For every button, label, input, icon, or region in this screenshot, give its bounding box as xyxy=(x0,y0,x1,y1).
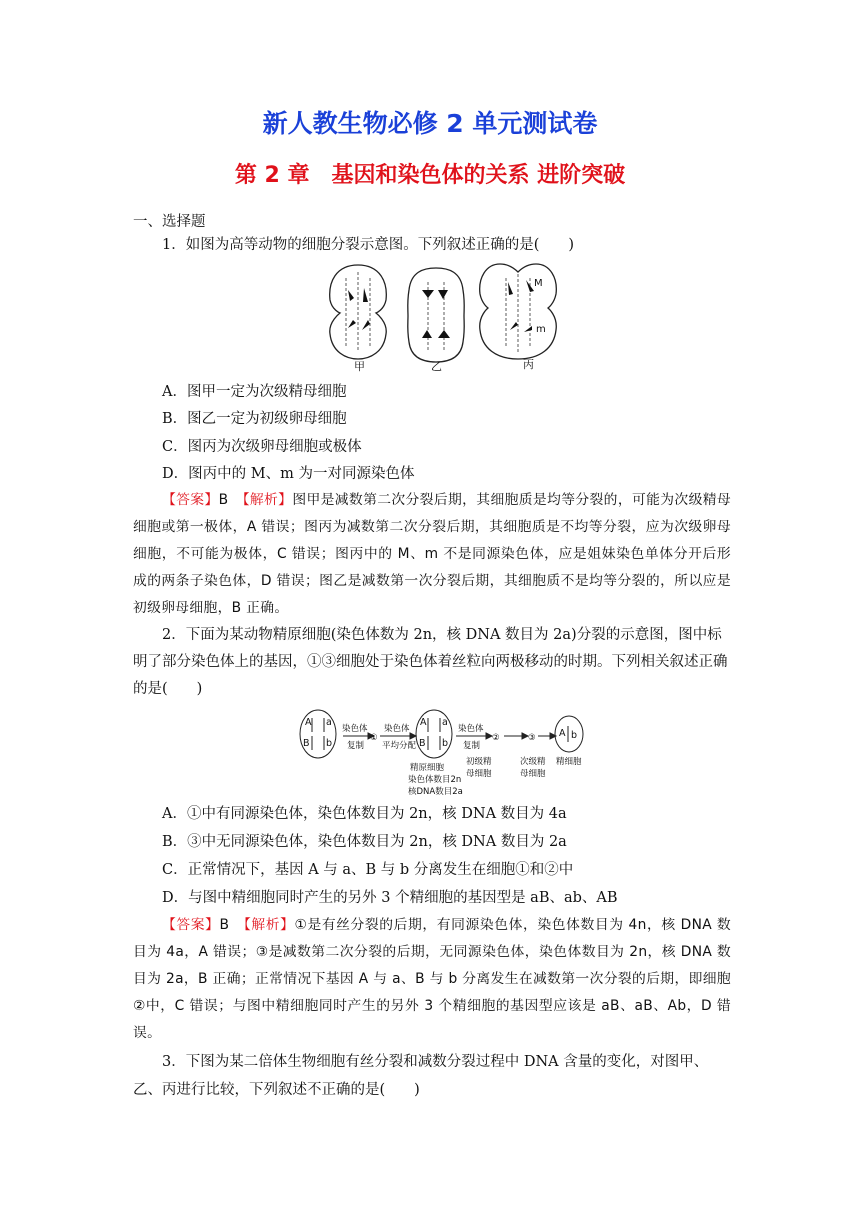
step-replication-4: 复制 xyxy=(463,741,481,751)
q1-option-a: A．图甲一定为次级精母细胞 xyxy=(162,384,347,400)
label-secondary-2: 母细胞 xyxy=(520,769,546,779)
gene-a: a xyxy=(326,717,332,728)
step-replication-1: 染色体 xyxy=(342,724,368,734)
step-replication-3: 染色体 xyxy=(458,724,484,734)
q2-answer xyxy=(133,912,731,1047)
mark-2: ② xyxy=(492,733,500,743)
mark-3: ③ xyxy=(528,733,536,743)
fig-label-jia: 甲 xyxy=(354,360,365,372)
label-sperm: 精细胞 xyxy=(556,757,582,767)
q2-option-c: C．正常情况下，基因 A 与 a、B 与 b 分离发生在细胞①和②中 xyxy=(162,862,574,878)
q1-figure xyxy=(318,260,568,372)
fig-label-yi: 乙 xyxy=(431,360,442,372)
q2-stem: 2．下面为某动物精原细胞(染色体数为 2n，核 DNA 数目为 2a)分裂的示意图，图中标明了部分染色体上的基因，①③细胞处于染色体着丝粒向两极移动的时期。下列相关叙述正确的是( ) xyxy=(133,627,728,697)
analysis-rest: 级精母细胞或第一极体，A 错误；图丙为减数第二次分裂后期，其细胞质是不均等分裂，应为次级卵母细胞，不可能为极体，C 错误；图丙中的 M、m 不是同源染色体，应是姐妹染色单体分开后形成的两条子染色体，D 错误；图乙是减数第一次分裂后期，其细胞质不是均等分裂的，所以应是初级卵母细胞，B 正确。 xyxy=(133,492,731,616)
label-spermatogonium-1: 精原细胞 xyxy=(410,763,445,773)
q2-figure xyxy=(298,708,596,800)
document-title: 新人教生物必修 2 单元测试卷 xyxy=(262,109,598,138)
gene-A: A xyxy=(305,717,312,728)
gene-b: b xyxy=(326,738,333,749)
gene-B: B xyxy=(303,738,310,749)
answer-key: B xyxy=(218,492,229,508)
gene-A-3: A xyxy=(559,728,566,739)
analysis-text: ①是有丝分裂的后期，有同源染色体，染色体数目为 4n，核 DNA 数目为 4a，A 错误；③是减数第二次分裂的后期，无同源染色体，染色体数目为 2n，核 DNA 数目为 2a，B 正确；正常情况下基因 A 与 a、B 与 b 分离发生在减数第一次分裂的后期，即细胞②中，C 错误；与图中精细胞同时产生的另外 3 个精细胞的基因型应该是 aB、aB、Ab，D 错误。 xyxy=(133,917,731,1041)
fig-label-bing: 丙 xyxy=(523,358,534,371)
gene-B-2: B xyxy=(419,738,426,749)
gene-A-2: A xyxy=(420,717,427,728)
answer-tag: 【答案】 xyxy=(162,917,220,933)
q1-stem: 1．如图为高等动物的细胞分裂示意图。下列叙述正确的是( ) xyxy=(162,237,575,253)
analysis-line: 图甲是减数第二次分裂后期，其细胞质是均等分裂的，可能为次 xyxy=(292,492,689,508)
gene-b-2: b xyxy=(442,738,449,749)
analysis-tag: 【解析】 xyxy=(242,492,293,508)
section-heading: 一、选择题 xyxy=(133,214,206,230)
q3-stem: 3．下图为某二倍体生物细胞有丝分裂和减数分裂过程中 DNA 含量的变化，对图甲、乙、丙进行比较，下列叙述不正确的是( ) xyxy=(133,1054,709,1098)
q1-option-b: B．图乙一定为初级卵母细胞 xyxy=(162,411,347,427)
gene-b-3: b xyxy=(571,730,578,741)
label-spermatogonium-2: 染色体数目2n xyxy=(408,775,462,785)
q2-option-d: D．与图中精细胞同时产生的另外 3 个精细胞的基因型是 aB、ab、AB xyxy=(162,890,618,906)
gene-label-m: m xyxy=(536,324,546,335)
answer-tag: 【答案】 xyxy=(162,492,219,508)
gene-a-2: a xyxy=(442,717,448,728)
analysis-tag: 【解析】 xyxy=(243,917,295,933)
answer-key: B xyxy=(219,917,230,933)
label-secondary-1: 次级精 xyxy=(520,757,546,767)
label-primary-2: 母细胞 xyxy=(466,769,492,779)
q2-option-b: B．③中无同源染色体，染色体数目为 2n，核 DNA 数目为 2a xyxy=(162,834,567,850)
label-spermatogonium-3: 核DNA数目2a xyxy=(408,787,463,797)
chapter-subtitle: 第 2 章 基因和染色体的关系 进阶突破 xyxy=(234,163,626,188)
step-distribution-1: 染色体 xyxy=(384,724,410,734)
step-replication-2: 复制 xyxy=(347,741,365,751)
q1-option-c: C．图丙为次级卵母细胞或极体 xyxy=(162,439,362,455)
mark-1: ① xyxy=(370,733,378,743)
q1-answer xyxy=(133,487,731,622)
gene-label-M: M xyxy=(534,278,543,289)
step-distribution-2: 平均分配 xyxy=(382,741,417,751)
q2-option-a: A．①中有同源染色体，染色体数目为 2n，核 DNA 数目为 4a xyxy=(162,806,567,822)
q1-option-d: D．图丙中的 M、m 为一对同源染色体 xyxy=(162,466,415,482)
label-primary-1: 初级精 xyxy=(466,757,492,767)
